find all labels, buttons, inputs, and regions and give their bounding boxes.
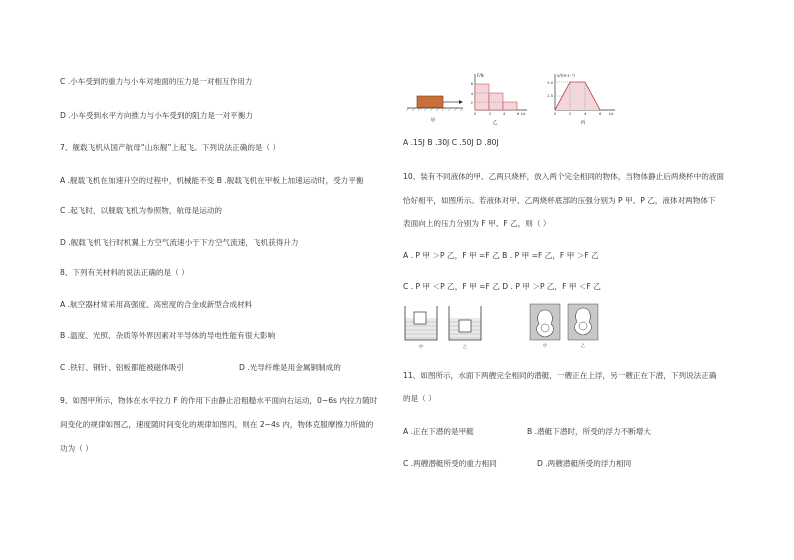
fig9-v-ylabel: v/(m·s⁻¹) [557, 73, 575, 78]
sub-tank-yi [568, 304, 598, 348]
q10-option-cd: C . P 甲 ＜P 乙，F 甲 =F 乙 D . P 甲 ＞P 乙，F 甲 ＜F 乙 [403, 282, 601, 291]
fig9-v-ytick-5: 5.0 [547, 81, 553, 85]
q6-option-d: D .小车受到水平方向推力与小车受到的阻力是一对平衡力 [60, 111, 253, 120]
q9-stem-line1: 9、如图甲所示，物体在水平拉力 F 的作用下由静止沿粗糙水平面向右运动，0~6s 内拉力随时 [60, 396, 378, 405]
fig9-block-diagram [406, 96, 463, 124]
q11-figure [526, 300, 606, 350]
fig9-f-xtick-2: 2 [489, 112, 492, 116]
q8-stem: 8、下列有关材料的说法正确的是（ ） [60, 268, 189, 277]
beaker-label-yi: 乙 [463, 344, 467, 349]
q10-figure [401, 300, 491, 350]
fig9-v-xtick-6: 6 [599, 112, 602, 116]
q8-option-b: B .温度、光照、杂质等外界因素对半导体的导电性能有很大影响 [60, 331, 276, 340]
q10-option-ab: A . P 甲 ＞P 乙，F 甲 =F 乙 B . P 甲 =F 乙，F 甲 ＞F 乙 [403, 251, 599, 260]
fig9-force-graph [471, 73, 527, 126]
q11-stem-line1: 11、如图所示，水面下两艘完全相同的潜艇，一艘正在上浮，另一艘正在下潜，下列说法正确 [403, 371, 717, 380]
q9-stem-line2: 间变化的规律如图乙，速度随时间变化的规律如图丙，则在 2~4s 内，物体克服摩擦力所做的 [60, 420, 374, 429]
q10-stem-line2: 恰好相平，如图所示。若液体对甲、乙两烧杯底部的压强分别为 P 甲、P 乙，液体对两物体下 [403, 196, 716, 205]
fig9-v-xtick-4: 4 [584, 112, 587, 116]
beaker-label-jia: 甲 [419, 344, 423, 349]
q9-options: A .15J B .30J C .50J D .80J [403, 138, 499, 147]
q11-option-d: D .两艘潜艇所受的浮力相同 [537, 459, 632, 468]
fig9-velocity-graph [547, 73, 615, 126]
q11-option-a: A .正在下潜的是甲艇 [403, 427, 474, 436]
q8-option-a: A .航空器材常采用高强度、高密度的合金或新型合成材料 [60, 300, 253, 309]
q11-stem-line2: 的是（ ） [403, 394, 436, 403]
fig9-f-xlabel: t/s [521, 112, 526, 116]
fig9-f-ytick-2: 2 [470, 101, 473, 105]
sub-label-jia: 甲 [543, 343, 547, 348]
beaker-yi [449, 306, 481, 349]
sub-tank-jia [530, 304, 560, 348]
q7-option-ab: A .舰载飞机在加速升空的过程中，机械能不变 B .舰载飞机在甲板上加速运动时，受力平衡 [60, 176, 364, 185]
fig9-v-xlabel: t/s [609, 112, 614, 116]
q7-option-c: C .起飞时，以舰载飞机为参照物，航母是运动的 [60, 206, 223, 215]
beaker-jia [405, 306, 437, 349]
fig9-f-ytick-4: 4 [470, 92, 473, 96]
q6-option-c: C .小车受到的重力与小车对地面的压力是一对相互作用力 [60, 77, 253, 86]
fig9-f-xtick-4: 4 [503, 112, 506, 116]
q9-figure [403, 70, 623, 128]
q8-option-d: D .光导纤维是用金属铜制成的 [239, 363, 341, 372]
q9-stem-line3: 功为（ ） [60, 444, 93, 453]
fig9-label-yi: 乙 [492, 120, 498, 126]
fig9-v-xtick-0: 0 [554, 112, 557, 116]
q8-option-c: C .铁钉、钢针、铝板都能被磁体吸引 [60, 363, 185, 372]
fig9-f-xtick-0: 0 [474, 112, 477, 116]
sub-label-yi: 乙 [581, 343, 585, 348]
q7-stem: 7、舰载飞机从国产航母“山东舰”上起飞。下列说法正确的是（ ） [60, 143, 281, 152]
q10-stem-line3: 表面向上的压力分别为 F 甲、F 乙，则（ ） [403, 219, 551, 228]
q11-option-b: B .潜艇下潜时，所受的浮力不断增大 [527, 427, 651, 436]
fig9-v-ytick-2-5: 2.5 [547, 94, 553, 98]
fig9-f-ytick-6: 6 [470, 82, 473, 86]
fig9-f-xtick-6: 6 [517, 112, 520, 116]
fig9-label-bing: 丙 [580, 120, 586, 126]
fig9-f-ylabel: F/N [477, 73, 484, 78]
fig9-v-xtick-2: 2 [569, 112, 572, 116]
q7-option-d: D .舰载飞机飞行时机翼上方空气流速小于下方空气流速，飞机获得升力 [60, 238, 299, 247]
q10-stem-line1: 10、装有不同液体的甲、乙两只烧杯，放入两个完全相同的物体，当物体静止后两烧杯中的液面 [403, 172, 725, 181]
fig9-label-jia: 甲 [430, 118, 436, 124]
q11-option-c: C .两艘潜艇所受的重力相同 [403, 459, 497, 468]
